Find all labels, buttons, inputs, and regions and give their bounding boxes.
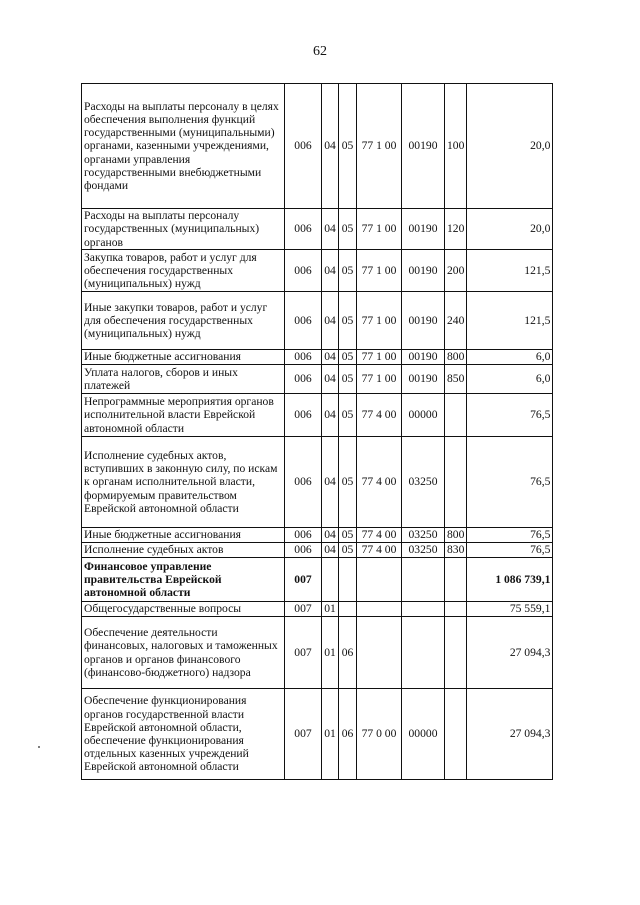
direction-code [402,617,445,689]
ved-code: 006 [285,350,322,365]
subsection-code: 05 [339,250,357,292]
amount: 121,5 [467,250,553,292]
subsection-code: 06 [339,617,357,689]
section-code: 01 [322,602,339,617]
expense-type-code: 200 [445,250,467,292]
program-code: 77 0 00 [357,689,402,780]
program-code: 77 1 00 [357,84,402,209]
direction-code [402,558,445,602]
ved-code: 006 [285,209,322,250]
ved-code: 007 [285,602,322,617]
section-code: 04 [322,365,339,394]
ved-code: 007 [285,689,322,780]
expense-type-code [445,437,467,528]
amount: 20,0 [467,84,553,209]
direction-code: 00190 [402,350,445,365]
table-row [82,292,553,350]
amount: 76,5 [467,528,553,543]
subsection-code [339,602,357,617]
ved-code: 006 [285,528,322,543]
page-number: 62 [313,44,327,59]
subsection-code: 05 [339,292,357,350]
direction-code [402,602,445,617]
section-code: 04 [322,292,339,350]
subsection-code: 05 [339,365,357,394]
row-name: Иные закупки товаров, работ и услуг для обеспечения государственных (муниципальных) нужд [82,292,285,350]
subsection-code: 05 [339,528,357,543]
section-code: 04 [322,437,339,528]
row-name: Непрограммные мероприятия органов исполнительной власти Еврейской автономной области [82,394,285,437]
ved-code: 006 [285,250,322,292]
direction-code: 00190 [402,84,445,209]
expense-type-code [445,394,467,437]
amount: 27 094,3 [467,689,553,780]
amount: 1 086 739,1 [467,558,553,602]
subsection-code: 05 [339,437,357,528]
ved-code: 006 [285,292,322,350]
ved-code: 006 [285,437,322,528]
program-code [357,558,402,602]
direction-code: 03250 [402,528,445,543]
expense-type-code: 100 [445,84,467,209]
program-code: 77 1 00 [357,292,402,350]
budget-table [81,83,553,780]
table-row [82,543,553,558]
program-code: 77 4 00 [357,437,402,528]
row-name: Иные бюджетные ассигнования [82,350,285,365]
section-code: 04 [322,528,339,543]
table-row [82,394,553,437]
program-code [357,602,402,617]
subsection-code: 05 [339,394,357,437]
section-code: 01 [322,617,339,689]
ved-code: 006 [285,394,322,437]
section-code [322,558,339,602]
program-code: 77 4 00 [357,528,402,543]
program-code: 77 1 00 [357,350,402,365]
row-name: Уплата налогов, сборов и иных платежей [82,365,285,394]
row-name: Иные бюджетные ассигнования [82,528,285,543]
row-name: Финансовое управление правительства Еврейской автономной области [82,558,285,602]
direction-code: 00190 [402,292,445,350]
program-code: 77 1 00 [357,365,402,394]
subsection-code: 05 [339,84,357,209]
direction-code: 00190 [402,209,445,250]
section-code: 04 [322,543,339,558]
amount: 6,0 [467,365,553,394]
program-code: 77 4 00 [357,394,402,437]
section-code: 04 [322,350,339,365]
table-row [82,250,553,292]
expense-type-code: 800 [445,350,467,365]
section-code: 04 [322,84,339,209]
direction-code: 00190 [402,365,445,394]
table-row [82,602,553,617]
row-name: Обеспечение функционирования органов государственной власти Еврейской автономной области, обеспечение функционирования отдельных казенных учреждений Еврейской автономной области [82,689,285,780]
amount: 121,5 [467,292,553,350]
section-code: 04 [322,394,339,437]
ved-code: 007 [285,558,322,602]
amount: 20,0 [467,209,553,250]
ved-code: 006 [285,543,322,558]
table-row [82,365,553,394]
row-name: Расходы на выплаты персоналу в целях обеспечения выполнения функций государственными (муниципальными) органами, казенными учреждениями, органами управления государственными внебюджетными фондами [82,84,285,209]
row-name: Обеспечение деятельности финансовых, налоговых и таможенных органов и органов финансового (финансово-бюджетного) надзора [82,617,285,689]
subsection-code: 06 [339,689,357,780]
direction-code: 00000 [402,689,445,780]
section-code: 04 [322,209,339,250]
direction-code: 00000 [402,394,445,437]
program-code: 77 4 00 [357,543,402,558]
subsection-code: 05 [339,543,357,558]
row-name: Закупка товаров, работ и услуг для обеспечения государственных (муниципальных) нужд [82,250,285,292]
program-code: 77 1 00 [357,250,402,292]
direction-code: 03250 [402,437,445,528]
row-name: Исполнение судебных актов, вступивших в законную силу, по искам к органам исполнительной власти, формируемым правительством Еврейской автономной области [82,437,285,528]
expense-type-code: 830 [445,543,467,558]
table-row [82,558,553,602]
direction-code: 00190 [402,250,445,292]
row-name: Расходы на выплаты персоналу государственных (муниципальных) органов [82,209,285,250]
table-row [82,617,553,689]
program-code: 77 1 00 [357,209,402,250]
amount: 27 094,3 [467,617,553,689]
expense-type-code: 850 [445,365,467,394]
amount: 6,0 [467,350,553,365]
expense-type-code: 240 [445,292,467,350]
amount: 76,5 [467,437,553,528]
amount: 76,5 [467,394,553,437]
table-row [82,209,553,250]
section-code: 01 [322,689,339,780]
expense-type-code: 120 [445,209,467,250]
program-code [357,617,402,689]
ved-code: 006 [285,84,322,209]
expense-type-code [445,689,467,780]
table-row [82,84,553,209]
subsection-code: 05 [339,209,357,250]
amount: 76,5 [467,543,553,558]
direction-code: 03250 [402,543,445,558]
expense-type-code [445,558,467,602]
amount: 75 559,1 [467,602,553,617]
table-row [82,689,553,780]
row-name: Общегосударственные вопросы [82,602,285,617]
table-row [82,528,553,543]
row-name: Исполнение судебных актов [82,543,285,558]
expense-type-code [445,602,467,617]
ved-code: 007 [285,617,322,689]
expense-type-code: 800 [445,528,467,543]
subsection-code: 05 [339,350,357,365]
ved-code: 006 [285,365,322,394]
expense-type-code [445,617,467,689]
table-row [82,350,553,365]
scan-speck [38,746,40,748]
section-code: 04 [322,250,339,292]
subsection-code [339,558,357,602]
table-row [82,437,553,528]
